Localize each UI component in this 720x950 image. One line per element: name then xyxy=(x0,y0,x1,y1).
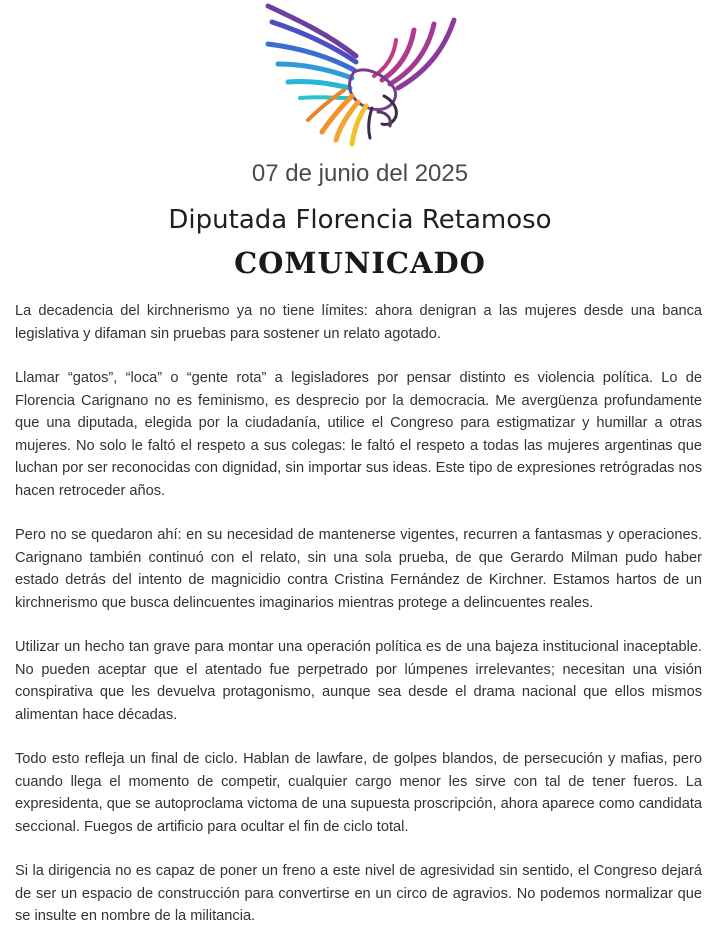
paragraph: Todo esto refleja un final de ciclo. Hablan de lawfare, de golpes blandos, de persecución y mafias, pero cuando llega el momento de competir, cualquier cargo menor les sirve con tal de tener fueros. La expresidenta, que se autoproclama victoma de una supuesta proscripción, ahora aparece como candidata seccional. Fuegos de artificio para ocultar el fin de ciclo total. xyxy=(15,751,702,835)
paragraph: Utilizar un hecho tan grave para montar una operación política es de una bajeza institucional inaceptable. No pueden aceptar que el atentado fue perpetrado por lúmpenes irrelevantes; necesitan una visión conspirativa que les devuelva protagonismo, aunque sea desde el drama nacional que ellos mismos alimentan hace décadas. xyxy=(15,639,702,723)
paragraph: Si la dirigencia no es capaz de poner un freno a este nivel de agresividad sin sentido, el Congreso dejará de ser un espacio de construcción para convertirse en un circo de agravios. No podemos normalizar que se insulte en nombre de la militancia. xyxy=(15,863,702,924)
bird-logo-icon xyxy=(258,0,464,152)
paragraph: Pero no se quedaron ahí: en su necesidad de mantenerse vigentes, recurren a fantasmas y operaciones. Carignano también continuó con el relato, sin una sola prueba, de que Gerardo Milman pudo haber estado detrás del intento de magnicidio contra Cristina Fernández de Kirchner. Estamos hartos de un kirchnerismo que busca delincuentes imaginarios mientras protege a delincuentes reales. xyxy=(15,527,702,611)
document-date: 07 de junio del 2025 xyxy=(251,160,469,187)
paragraph: La decadencia del kirchnerismo ya no tiene límites: ahora denigran a las mujeres desde una banca legislativa y difaman sin pruebas para sostener un relato agotado. xyxy=(15,303,702,342)
document-body xyxy=(15,300,702,950)
document-author: Diputada Florencia Retamoso xyxy=(168,205,552,235)
document-heading: COMUNICADO xyxy=(234,246,486,280)
paragraph: Llamar “gatos”, “loca” o “gente rota” a legisladores por pensar distinto es violencia política. Lo de Florencia Carignano no es feminismo, es desprecio por la democracia. Me avergüenza profundamente que una diputada, elegida por la ciudadanía, utilice el Congreso para estigmatizar y humillar a otras mujeres. No solo le faltó el respeto a sus colegas: le faltó el respeto a todas las mujeres argentinas que luchan por ser reconocidas con dignidad, sin importar sus ideas. Este tipo de expresiones retrógradas nos hacen retroceder años. xyxy=(15,370,702,499)
